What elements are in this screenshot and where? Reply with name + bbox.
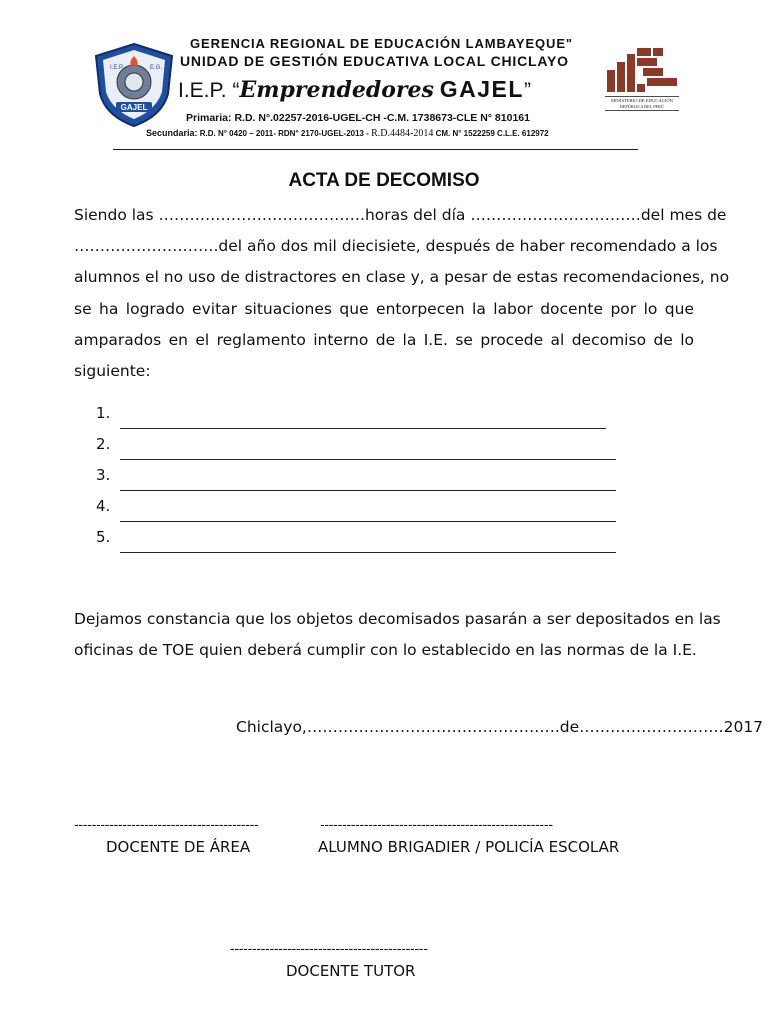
list-item	[96, 491, 616, 522]
constancia-line: oficinas de TOE quien deberá cumplir con lo establecido en las normas de la I.E.	[74, 641, 697, 659]
body-paragraph	[74, 200, 730, 387]
signature-label-docente-area: DOCENTE DE ÁREA	[106, 838, 251, 856]
item-number: 5.	[96, 528, 111, 546]
item-blank-line[interactable]	[120, 439, 616, 460]
signature-line-brigadier: -----------------------------------------------------	[320, 818, 553, 833]
header-gerencia: GERENCIA REGIONAL DE EDUCACIÓN LAMBAYEQUE"	[190, 36, 573, 51]
svg-text:GAJEL: GAJEL	[120, 103, 148, 112]
school-prefix: I.E.P. “	[178, 79, 240, 102]
list-item	[96, 429, 616, 460]
school-name-italic: Emprendedores	[239, 77, 434, 103]
signature-label-brigadier: ALUMNO BRIGADIER / POLICÍA ESCOLAR	[318, 838, 620, 856]
item-number: 2.	[96, 435, 111, 453]
paragraph-line: ……………………….del año dos mil diecisiete, después de haber recomendado a los	[74, 237, 718, 256]
secundaria-rd: R.D.4484-2014	[371, 128, 434, 139]
signature-label-tutor: DOCENTE TUTOR	[286, 962, 416, 980]
item-number: 1.	[96, 404, 111, 422]
paragraph-line: se ha logrado evitar situaciones que entorpecen la labor docente por lo que	[74, 299, 694, 318]
item-blank-line[interactable]	[120, 532, 616, 553]
secundaria-rd-small: R.D. N° 0420 – 2011- RDN° 2170-UGEL-2013 -	[197, 129, 372, 138]
secundaria-label: Secundaria:	[146, 128, 198, 138]
header-divider	[113, 149, 638, 150]
item-blank-line[interactable]	[120, 408, 606, 429]
school-brand: GAJEL	[439, 76, 524, 102]
constancia-line: Dejamos constancia que los objetos decomisados pasarán a ser depositados en las	[74, 610, 721, 628]
document-title: ACTA DE DECOMISO	[288, 170, 480, 191]
svg-text:REPÚBLICA DEL PERÚ: REPÚBLICA DEL PERÚ	[620, 104, 664, 109]
school-suffix: ”	[523, 79, 531, 102]
school-logo	[92, 42, 176, 128]
constancia-paragraph	[74, 604, 721, 666]
list-item	[96, 398, 616, 429]
svg-text:E.G.: E.G.	[150, 65, 163, 71]
item-number: 3.	[96, 466, 111, 484]
list-item	[96, 522, 616, 553]
svg-text:I.E.P.: I.E.P.	[110, 65, 124, 71]
secundaria-cm: CM. N° 1522259 C.L.E. 612972	[433, 129, 549, 138]
paragraph-line: amparados en el reglamento interno de la I.E. se procede al decomiso de lo	[74, 330, 694, 349]
paragraph-line: siguiente:	[74, 362, 151, 381]
paragraph-line: Siendo las ………………………………….horas del día ……………………………del mes de	[74, 206, 727, 224]
primaria-info: Primaria: R.D. N°.02257-2016-UGEL-CH -C.M. 1738673-CLE N° 810161	[186, 112, 530, 124]
item-blank-line[interactable]	[120, 501, 616, 522]
svg-text:MINISTERIO DE EDUCACIÓN: MINISTERIO DE EDUCACIÓN	[610, 98, 674, 103]
confiscated-items-list	[96, 398, 616, 553]
signature-line-tutor: ---------------------------------------------	[230, 942, 428, 957]
secundaria-info	[146, 128, 549, 139]
school-name	[178, 76, 531, 103]
item-number: 4.	[96, 497, 111, 515]
ministry-logo	[603, 44, 681, 116]
paragraph-line: alumnos el no uso de distractores en clase y, a pesar de estas recomendaciones, no	[74, 268, 730, 287]
signature-line-docente-area: ------------------------------------------	[74, 818, 259, 833]
header-ugel: UNIDAD DE GESTIÓN EDUCATIVA LOCAL CHICLAYO	[180, 53, 569, 69]
list-item	[96, 460, 616, 491]
date-line: Chiclayo,………………………………………….de……………………….2017	[236, 718, 764, 736]
item-blank-line[interactable]	[120, 470, 616, 491]
